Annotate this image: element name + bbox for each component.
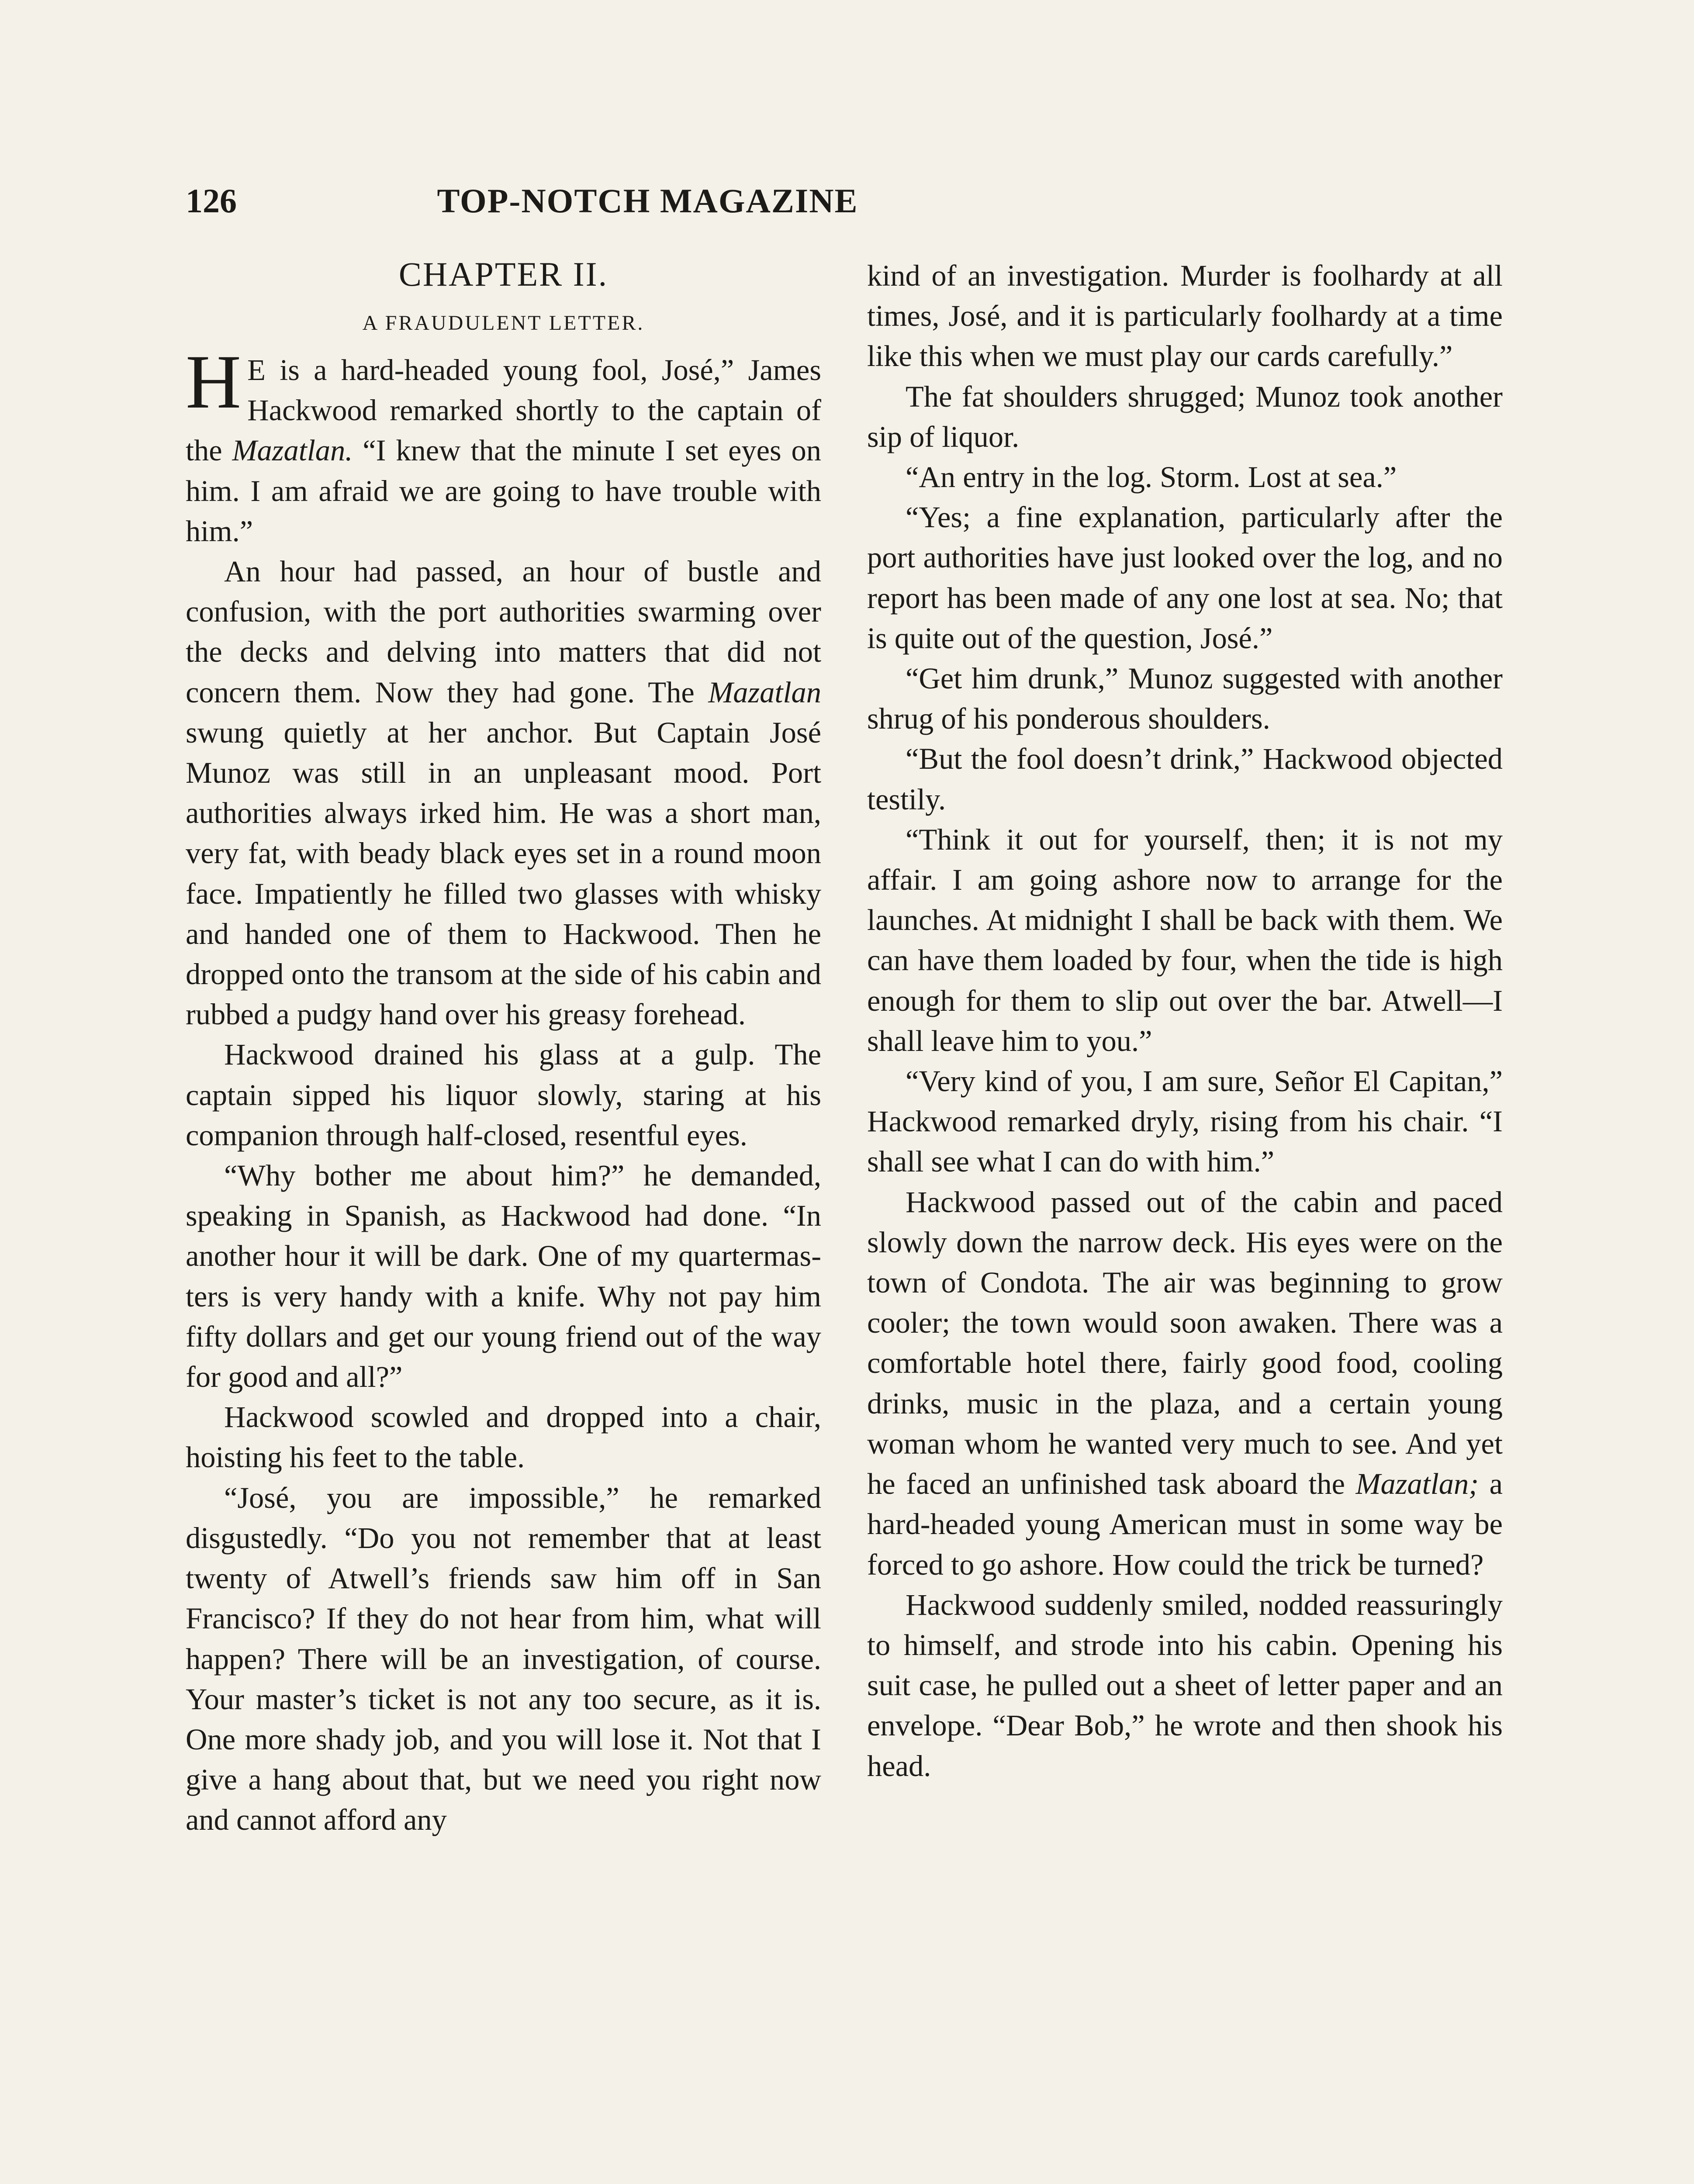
ship-name: Mazatlan.: [232, 434, 353, 467]
paragraph: Hackwood scowled and dropped into a chair, hoisting his feet to the table.: [186, 1400, 821, 1474]
paragraph: [867, 1182, 1503, 1585]
paragraph: The fat shoulders shrugged; Munoz took another sip of liquor.: [867, 380, 1503, 453]
paragraph: [186, 551, 821, 1034]
paragraph: “Very kind of you, I am sure, Señor El Capitan,” Hackwood remarked dryly, rising from his chair. “I shall see what I can do with him.”: [867, 1064, 1503, 1178]
paragraph: “Think it out for yourself, then; it is not my affair. I am going ashore now to arrange for the launches. At midnight I shall be back with them. We can have them loaded by four, when the tide is high enough for them to slip out over the bar. Atwell—I shall leave him to you.”: [867, 822, 1503, 1057]
text-column-left: [186, 256, 821, 1840]
paragraph: “Why bother me about him?” he demanded, speaking in Spanish, as Hackwood had done. “In another hour it will be dark. One of my quartermasters is very handy with a knife. Why not pay him fifty dollars and get our young friend out of the way for good and all?”: [186, 1159, 821, 1394]
paragraph-text: An hour had passed, an hour of bustle and confusion, with the port authorities swarming over the decks and delving into matters that did not concern them. Now they had gone. The: [186, 555, 821, 709]
page-header: [186, 177, 1110, 225]
paragraph: “José, you are impossible,” he remarked disgustedly. “Do you not remember that at least twenty of Atwell’s friends saw him off in San Francisco? If they do not hear from him, what will happen? There will be an investigation, of course. Your master’s ticket is not any too secure, as it is. One more shady job, and you will lose it. Not that I give a hang about that, but we need you right now and cannot afford any: [186, 1481, 821, 1837]
paragraph-text: E is a hard-headed young fool, José,” James Hackwood remarked shortly to the captain of the: [186, 353, 821, 467]
paragraph-text: Hackwood passed out of the cabin and paced slowly down the narrow deck. His eyes were on the town of Condota. The air was beginning to grow cooler; the town would soon awaken. There was a comfortable hotel there, fairly good food, cooling drinks, music in the plaza, and a certain young woman whom he wanted very much to see. And yet he faced an unfinished task aboard the: [867, 1185, 1503, 1501]
chapter-heading: CHAPTER II.: [398, 255, 608, 293]
paragraph: “Yes; a fine explanation, particularly after the port authorities have just looked over the log, and no report has been made of any one lost at sea. No; that is quite out of the question, José.”: [867, 501, 1503, 655]
paragraph: “But the fool doesn’t drink,” Hackwood objected testily.: [867, 742, 1503, 816]
paragraph: Hackwood suddenly smiled, nodded reassuringly to himself, and strode into his cabin. Opening his suit case, he pulled out a sheet of letter paper and an envelope. “Dear Bob,” he wrote and then shook his head.: [867, 1588, 1503, 1783]
magazine-title: TOP-NOTCH MAGAZINE: [437, 182, 858, 220]
paragraph-text: a hard-headed young American must in some way be forced to go ashore. How could the trick be turned?: [867, 1467, 1503, 1581]
paragraph: kind of an investigation. Murder is foolhardy at all times, José, and it is particularly foolhardy at a time like this when we must play our cards carefully.”: [867, 259, 1503, 373]
drop-cap: H: [186, 339, 242, 425]
page-number: 126: [186, 182, 237, 220]
paragraph: “An entry in the log. Storm. Lost at sea.”: [906, 460, 1397, 494]
paragraph: Hackwood drained his glass at a gulp. The captain sipped his liquor slowly, staring at his companion through half-closed, resentful eyes.: [186, 1038, 821, 1152]
paragraph: “Get him drunk,” Munoz suggested with another shrug of his ponderous shoulders.: [867, 662, 1503, 736]
paragraph-text: swung quietly at her anchor. But Captain José Munoz was still in an unpleasant mood. Port authorities always irked him. He was a short man, very fat, with beady black eyes set in a round moon face. Impatiently he filled two glasses with whisky and handed one of them to Hackwood. Then he dropped onto the transom at the side of his cabin and rubbed a pudgy hand over his greasy forehead.: [186, 715, 821, 1031]
paragraph-text: “I knew that the minute I set eyes on him. I am afraid we are going to have trouble with him.”: [186, 434, 822, 548]
chapter-subtitle: A FRAUDULENT LETTER.: [362, 311, 645, 335]
text-column-right: [867, 256, 1503, 1786]
ship-name: Mazatlan;: [1355, 1467, 1479, 1501]
paragraph: [186, 339, 822, 551]
ship-name: Mazatlan: [708, 675, 821, 709]
